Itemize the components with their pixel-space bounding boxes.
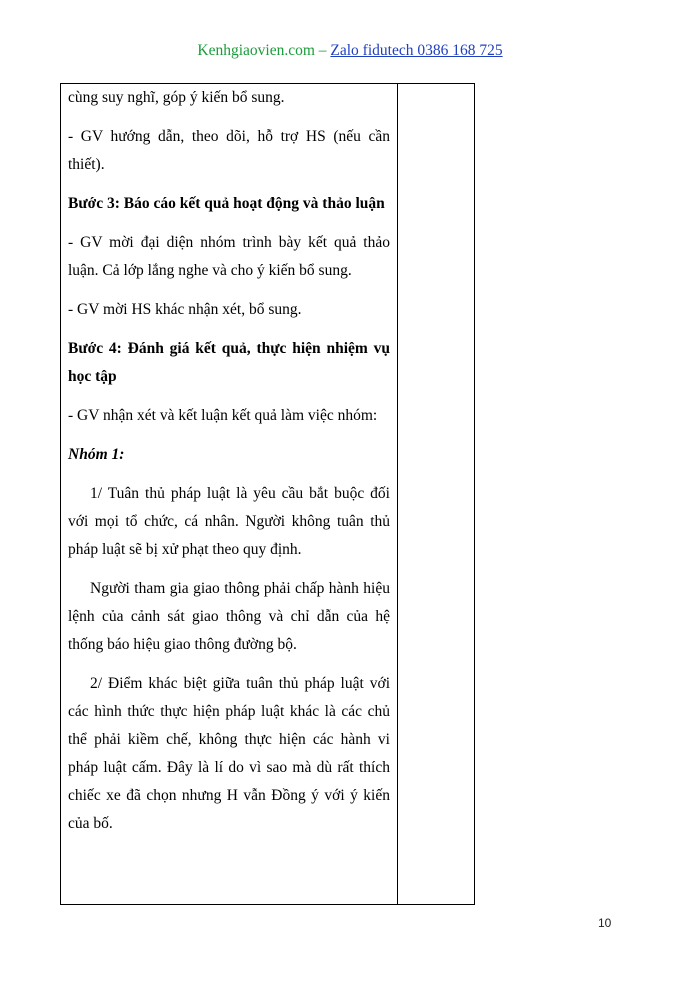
paragraph-group-report: - GV mời đại diện nhóm trình bày kết quả thảo luận. Cả lớp lắng nghe và cho ý kiến bổ sung. [68,234,390,279]
paragraph-gv-conclusion: - GV nhận xét và kết luận kết quả làm việc nhóm: [68,407,378,424]
page-number: 10 [598,916,612,930]
paragraph-gv-guidance: - GV hướng dẫn, theo dõi, hỗ trợ HS (nếu cần thiết). [68,128,390,173]
table-column-divider [397,83,398,905]
header-separator: – [314,42,331,59]
paragraph-peer-review: - GV mời HS khác nhận xét, bổ sung. [68,301,302,318]
paragraph-continuation: cùng suy nghĩ, góp ý kiến bổ sung. [68,89,285,106]
page-header [0,40,700,62]
step-4-heading: Bước 4: Đánh giá kết quả, thực hiện nhiệm vụ học tập [68,340,390,385]
table-left-column [60,83,397,905]
group-1-heading: Nhóm 1: [68,446,125,463]
header-site-link[interactable]: Kenhgiaovien.com [197,42,315,59]
header-zalo-link[interactable]: Zalo fidutech 0386 168 725 [330,42,503,59]
paragraph-answer-2: 2/ Điểm khác biệt giữa tuân thủ pháp luật với các hình thức thực hiện pháp luật khác là các chủ thể phải kiềm chế, không thực hiện các hành vi pháp luật cấm. Đây là lí do vì sao mà dù rất thích chiếc xe đã chọn nhưng H vẫn Đồng ý với ý kiến của bố. [68,675,390,832]
step-3-heading: Bước 3: Báo cáo kết quả hoạt động và thảo luận [68,195,385,212]
paragraph-traffic-rules: Người tham gia giao thông phải chấp hành hiệu lệnh của cảnh sát giao thông và chỉ dẫn của hệ thống báo hiệu giao thông đường bộ. [68,580,390,653]
paragraph-answer-1: 1/ Tuân thủ pháp luật là yêu cầu bắt buộc đối với mọi tổ chức, cá nhân. Người không tuân thủ pháp luật sẽ bị xử phạt theo quy định. [68,485,390,558]
